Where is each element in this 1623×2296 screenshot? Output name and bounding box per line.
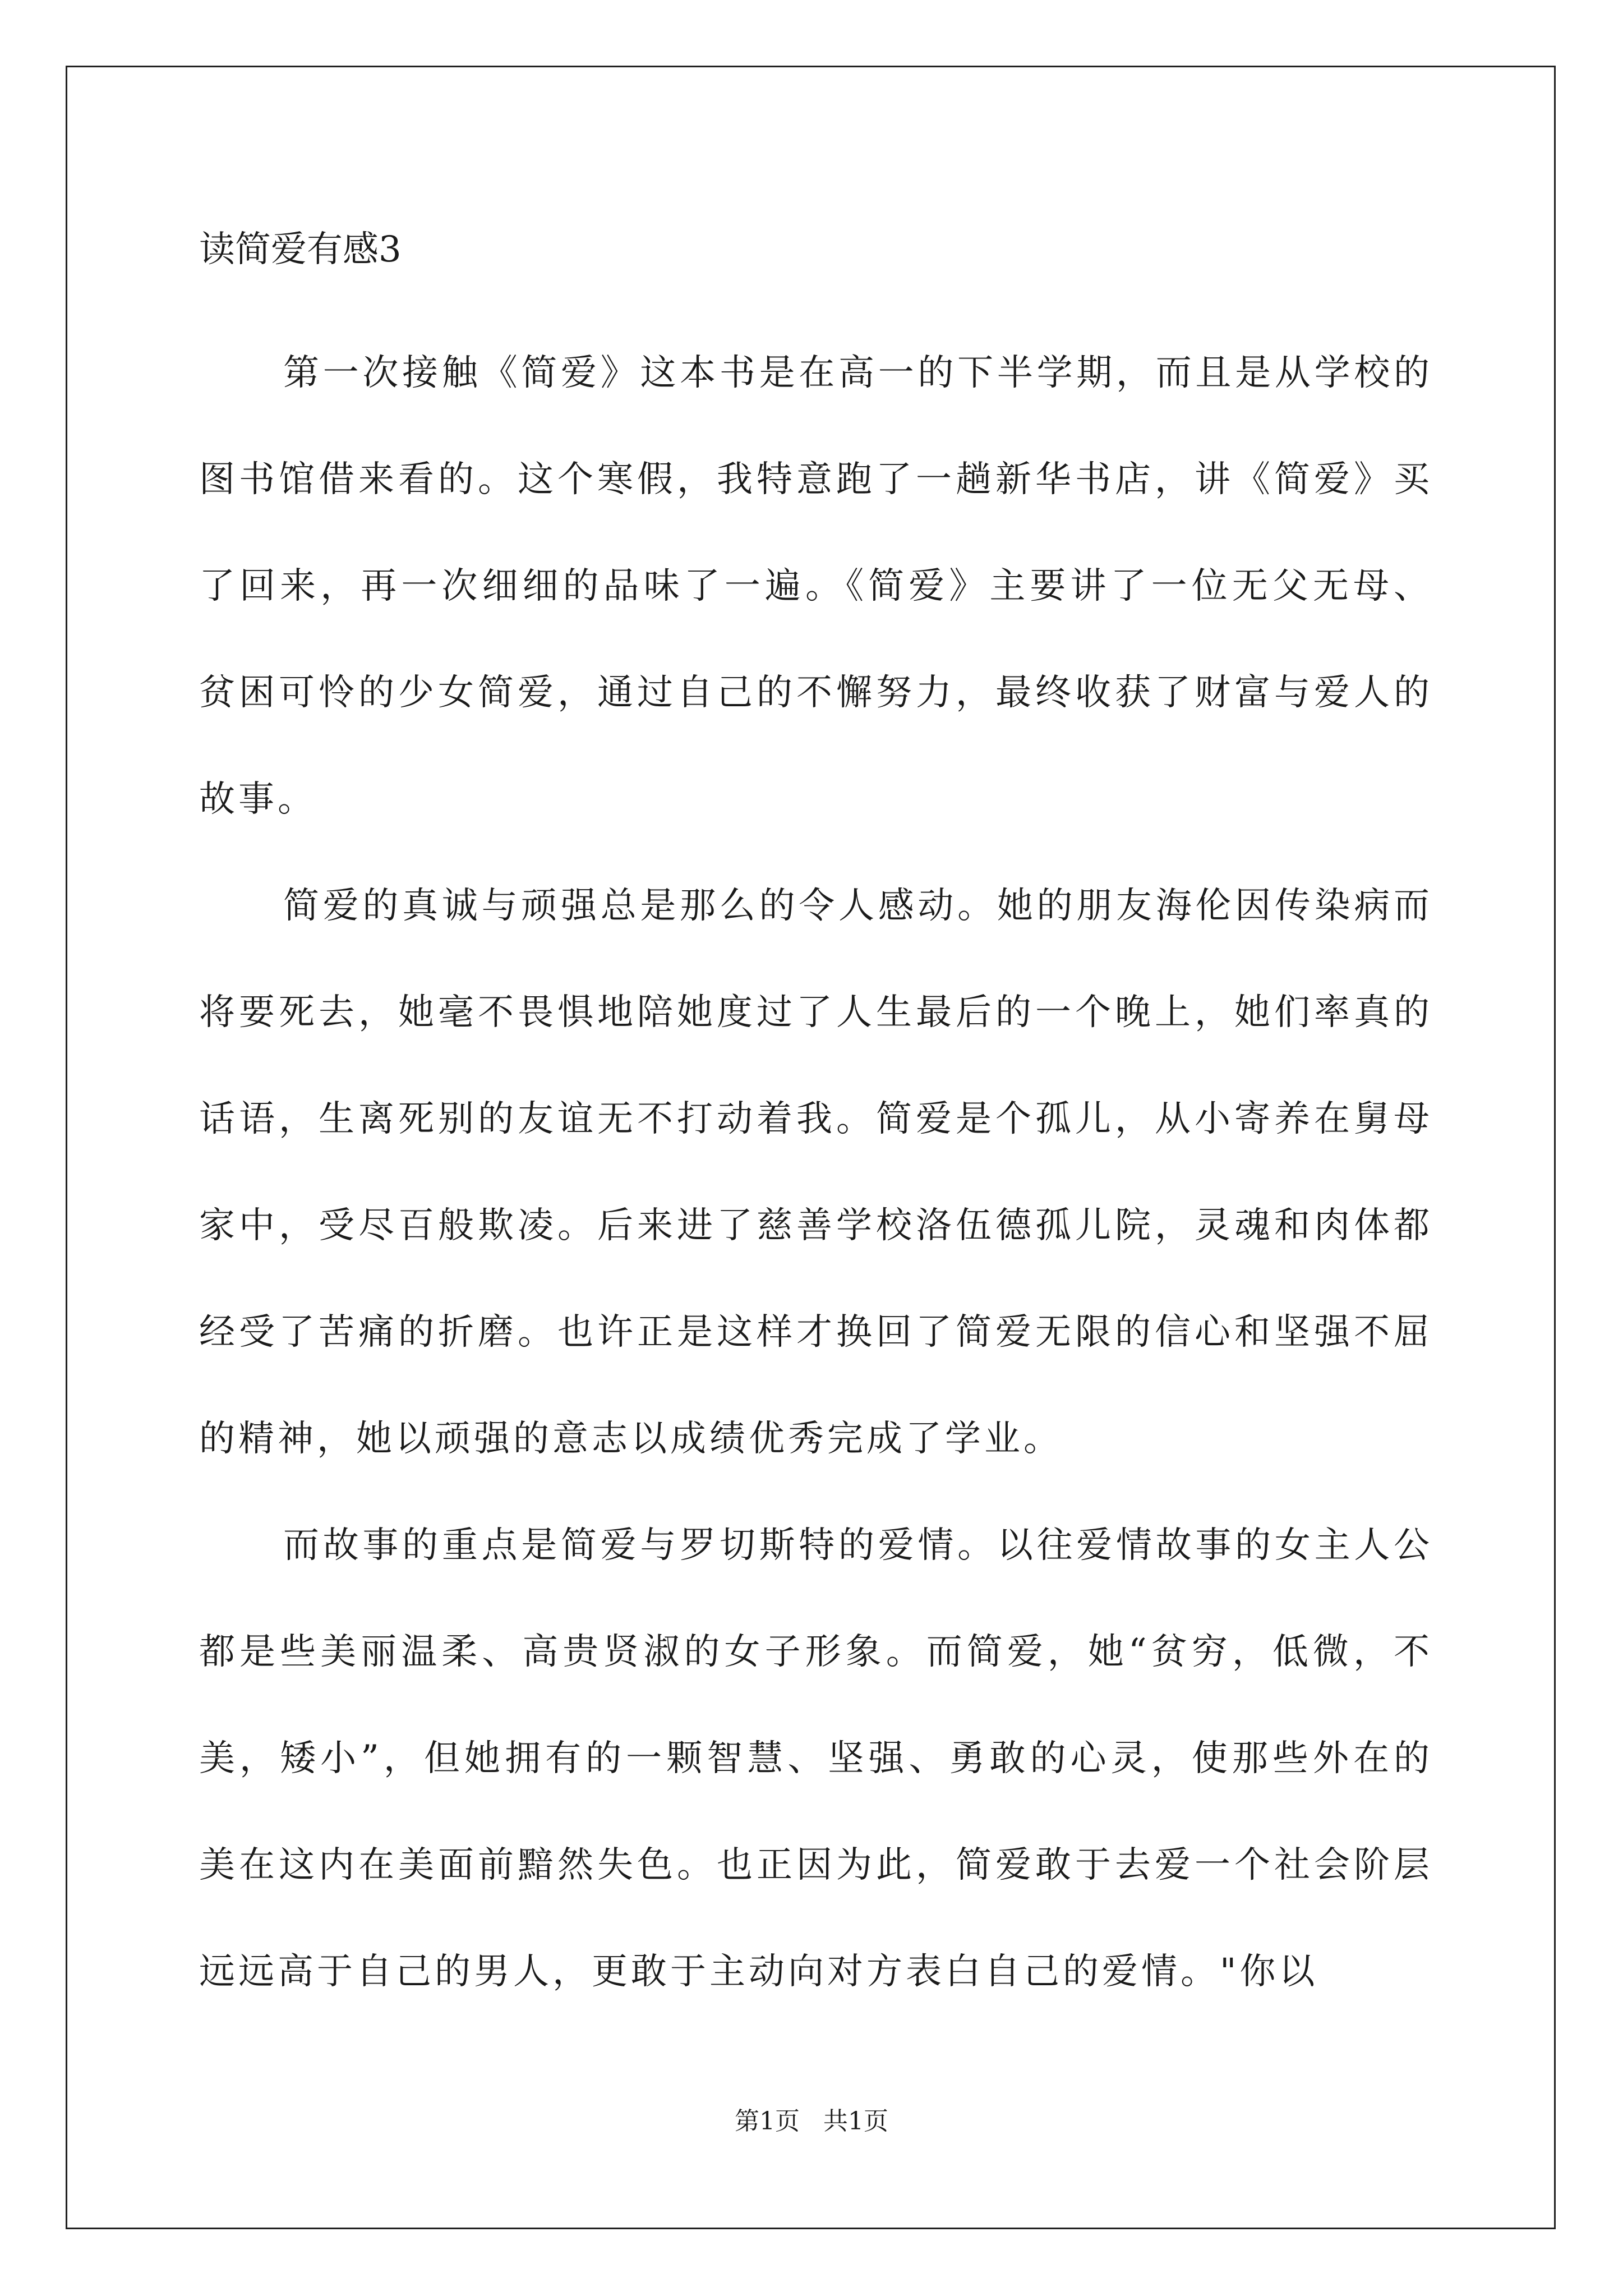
- paragraph-2: 简爱的真诚与顽强总是那么的令人感动。她的朋友海伦因传染病而将要死去，她毫不畏惧地陪她度过了人生最后的一个晚上，她们率真的话语，生离死别的友谊无不打动着我。简爱是个孤儿，从小寄养在舅母家中，受尽百般欺凌。后来进了慈善学校洛伍德孤儿院，灵魂和肉体都经受了苦痛的折磨。也许正是这样才换回了简爱无限的信心和坚强不屈的精神，她以顽强的意志以成绩优秀完成了学业。: [199, 885, 1433, 1460]
- document-title: 读简爱有感3: [199, 229, 402, 270]
- document-body: [199, 320, 1433, 2025]
- page-footer: 第1页 共1页: [735, 2107, 888, 2136]
- paragraph-3: 而故事的重点是简爱与罗切斯特的爱情。以往爱情故事的女主人公都是些美丽温柔、高贵贤淑的女子形象。而简爱，她“贫穷，低微，不美，矮小”，但她拥有的一颗智慧、坚强、勇敢的心灵，使那些外在的美在这内在美面前黯然失色。也正因为此，简爱敢于去爱一个社会阶层远远高于自己的男人，更敢于主动向对方表白自己的爱情。"你以: [199, 1525, 1433, 1993]
- paragraph-1: 第一次接触《简爱》这本书是在高一的下半学期，而且是从学校的图书馆借来看的。这个寒假，我特意跑了一趟新华书店，讲《简爱》买了回来，再一次细细的品味了一遍。《简爱》主要讲了一位无父无母、贫困可怜的少女简爱，通过自己的不懈努力，最终收获了财富与爱人的故事。: [199, 352, 1433, 820]
